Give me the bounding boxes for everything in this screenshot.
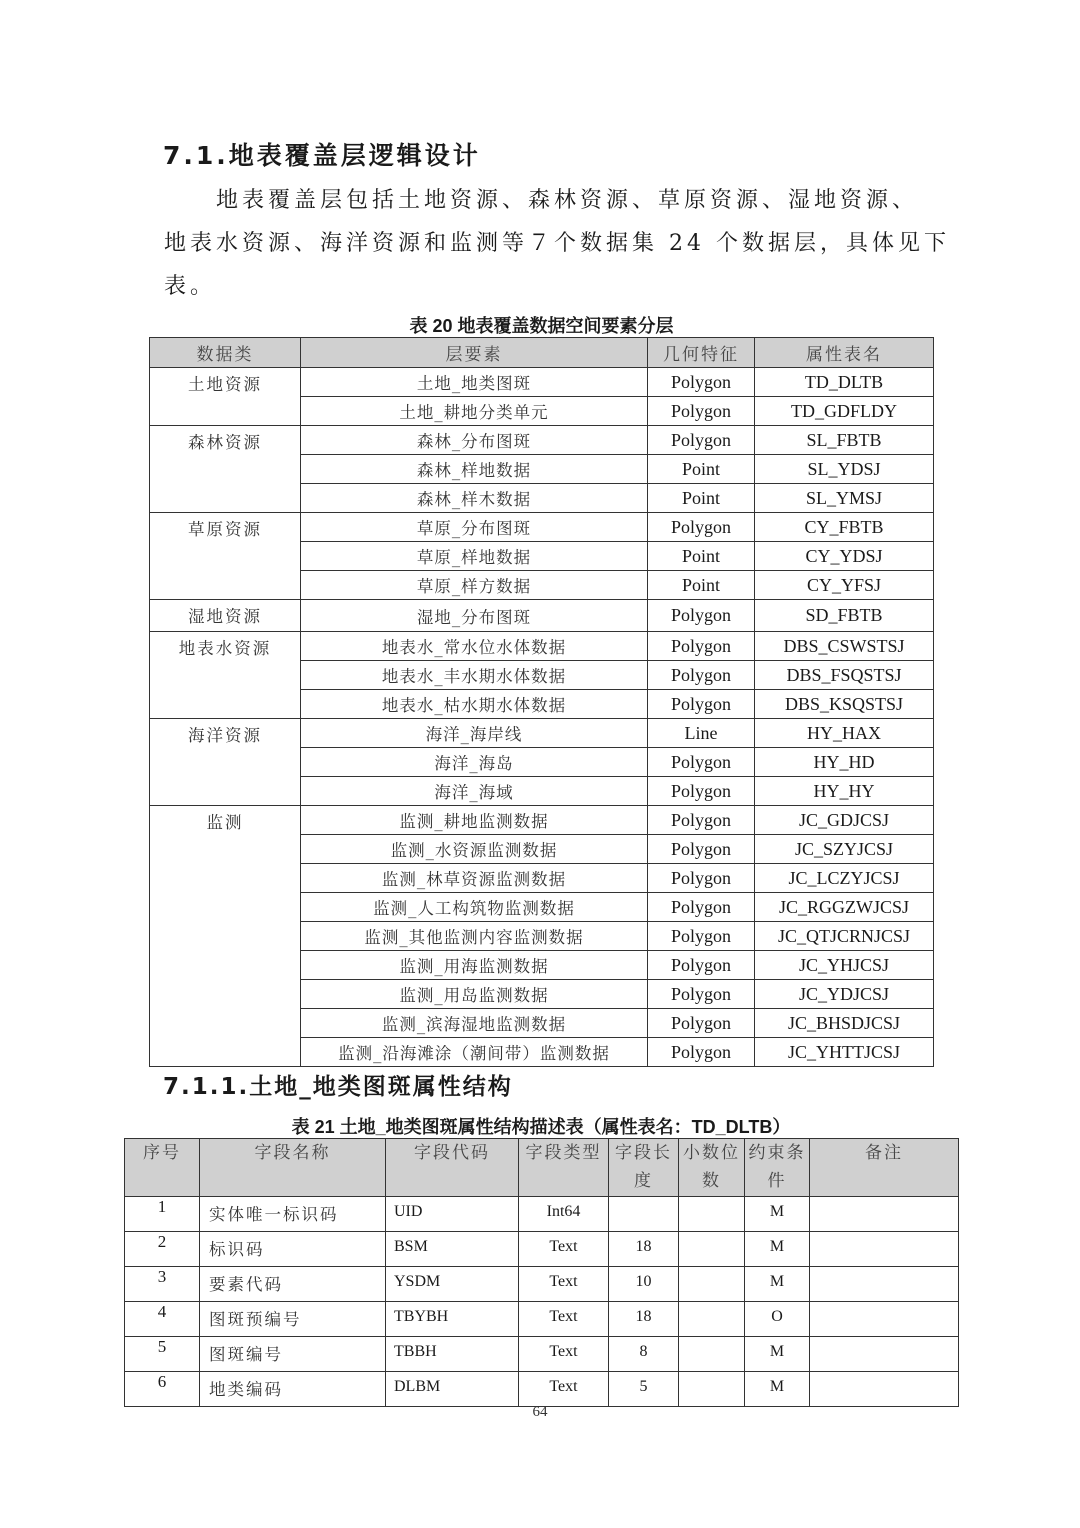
attribute-name-cell: TD_DLTB: [755, 368, 934, 397]
intro-line-3: 表。: [164, 274, 217, 299]
category-cell: 监测: [150, 806, 301, 1067]
attribute-name-cell: JC_RGGZWJCSJ: [755, 893, 934, 922]
geometry-cell: Polygon: [648, 632, 755, 661]
table-row: [125, 1197, 959, 1232]
geometry-cell: Polygon: [648, 397, 755, 426]
table-row: [150, 632, 934, 661]
table-row: [125, 1232, 959, 1267]
layer-cell: 地表水_常水位水体数据: [301, 632, 648, 661]
geometry-cell: Point: [648, 542, 755, 571]
header-note: 备注: [810, 1139, 959, 1197]
geometry-cell: Polygon: [648, 426, 755, 455]
table-row: [150, 368, 934, 397]
geometry-cell: Polygon: [648, 922, 755, 951]
layer-cell: 草原_样地数据: [301, 542, 648, 571]
geometry-cell: Polygon: [648, 748, 755, 777]
field-code-cell: UID: [386, 1197, 519, 1232]
geometry-cell: Polygon: [648, 690, 755, 719]
constraint-cell: M: [745, 1337, 810, 1372]
field-name-cell: 图斑编号: [200, 1337, 386, 1372]
note-cell: [810, 1337, 959, 1372]
row-number-cell: 5: [125, 1337, 200, 1372]
attribute-name-cell: JC_YHJCSJ: [755, 951, 934, 980]
header-layer: 层要素: [301, 338, 648, 368]
decimals-cell: [679, 1232, 745, 1267]
header-field-name: 字段名称: [200, 1139, 386, 1197]
field-type-cell: Text: [519, 1337, 609, 1372]
table20-caption: 表 20 地表覆盖数据空间要素分层: [409, 316, 674, 336]
layer-cell: 监测_用岛监测数据: [301, 980, 648, 1009]
category-cell: 湿地资源: [150, 600, 301, 632]
field-length-cell: 8: [609, 1337, 679, 1372]
field-type-cell: Text: [519, 1232, 609, 1267]
layer-cell: 土地_耕地分类单元: [301, 397, 648, 426]
layer-cell: 监测_水资源监测数据: [301, 835, 648, 864]
geometry-cell: Polygon: [648, 513, 755, 542]
attribute-name-cell: HY_HAX: [755, 719, 934, 748]
layer-cell: 地表水_丰水期水体数据: [301, 661, 648, 690]
field-length-cell: 10: [609, 1267, 679, 1302]
geometry-cell: Line: [648, 719, 755, 748]
table-row: [150, 719, 934, 748]
field-name-cell: 要素代码: [200, 1267, 386, 1302]
header-field-length: 字段长度: [609, 1139, 679, 1197]
table-row: [125, 1267, 959, 1302]
row-number-cell: 2: [125, 1232, 200, 1267]
geometry-cell: Polygon: [648, 661, 755, 690]
decimals-cell: [679, 1302, 745, 1337]
table-header-row: [150, 338, 934, 368]
category-cell: 海洋资源: [150, 719, 301, 806]
attribute-name-cell: CY_FBTB: [755, 513, 934, 542]
attribute-name-cell: JC_QTJCRNJCSJ: [755, 922, 934, 951]
table-row: [125, 1372, 959, 1407]
header-no: 序号: [125, 1139, 200, 1197]
geometry-cell: Polygon: [648, 951, 755, 980]
attribute-name-cell: SL_YMSJ: [755, 484, 934, 513]
note-cell: [810, 1232, 959, 1267]
attribute-name-cell: JC_SZYJCSJ: [755, 835, 934, 864]
category-cell: 草原资源: [150, 513, 301, 600]
layer-cell: 草原_分布图斑: [301, 513, 648, 542]
layer-cell: 地表水_枯水期水体数据: [301, 690, 648, 719]
field-code-cell: DLBM: [386, 1372, 519, 1407]
layer-cell: 森林_分布图斑: [301, 426, 648, 455]
attribute-table-body: [125, 1197, 959, 1407]
attribute-name-cell: JC_YHTTJCSJ: [755, 1038, 934, 1067]
attribute-name-cell: SD_FBTB: [755, 600, 934, 632]
field-name-cell: 标识码: [200, 1232, 386, 1267]
page-number: 64: [532, 1404, 548, 1420]
layer-cell: 监测_沿海滩涂（潮间带）监测数据: [301, 1038, 648, 1067]
attribute-name-cell: HY_HY: [755, 777, 934, 806]
field-name-cell: 地类编码: [200, 1372, 386, 1407]
field-length-cell: 18: [609, 1302, 679, 1337]
header-decimals: 小数位数: [679, 1139, 745, 1197]
attribute-structure-table: [124, 1138, 959, 1407]
attribute-name-cell: JC_BHSDJCSJ: [755, 1009, 934, 1038]
attribute-name-cell: DBS_KSQSTSJ: [755, 690, 934, 719]
layer-cell: 监测_耕地监测数据: [301, 806, 648, 835]
field-type-cell: Text: [519, 1267, 609, 1302]
section-heading: 7.1.地表覆盖层逻辑设计: [163, 141, 481, 170]
field-type-cell: Text: [519, 1302, 609, 1337]
intro-line-1: 地表覆盖层包括土地资源、森林资源、草原资源、湿地资源、: [216, 188, 919, 213]
subsection-heading: 7.1.1.土地_地类图斑属性结构: [163, 1074, 513, 1100]
layer-cell: 海洋_海域: [301, 777, 648, 806]
constraint-cell: M: [745, 1232, 810, 1267]
note-cell: [810, 1197, 959, 1232]
attribute-name-cell: DBS_CSWSTSJ: [755, 632, 934, 661]
header-field-code: 字段代码: [386, 1139, 519, 1197]
intro-line-2: 地表水资源、海洋资源和监测等７个数据集 24 个数据层，具体见下: [164, 231, 950, 256]
layer-cell: 监测_滨海湿地监测数据: [301, 1009, 648, 1038]
table-row: [150, 806, 934, 835]
layer-cell: 湿地_分布图斑: [301, 600, 648, 632]
geometry-cell: Polygon: [648, 1009, 755, 1038]
attribute-name-cell: JC_GDJCSJ: [755, 806, 934, 835]
geometry-cell: Polygon: [648, 600, 755, 632]
field-length-cell: 5: [609, 1372, 679, 1407]
header-attribute-table: 属性表名: [755, 338, 934, 368]
constraint-cell: M: [745, 1197, 810, 1232]
header-geometry: 几何特征: [648, 338, 755, 368]
geometry-cell: Polygon: [648, 864, 755, 893]
layer-cell: 监测_其他监测内容监测数据: [301, 922, 648, 951]
geometry-cell: Polygon: [648, 806, 755, 835]
table-row: [150, 426, 934, 455]
attribute-name-cell: TD_GDFLDY: [755, 397, 934, 426]
layer-cell: 监测_用海监测数据: [301, 951, 648, 980]
field-length-cell: 18: [609, 1232, 679, 1267]
layer-cell: 森林_样地数据: [301, 455, 648, 484]
row-number-cell: 3: [125, 1267, 200, 1302]
field-code-cell: TBBH: [386, 1337, 519, 1372]
attribute-name-cell: CY_YDSJ: [755, 542, 934, 571]
geometry-cell: Polygon: [648, 893, 755, 922]
decimals-cell: [679, 1372, 745, 1407]
note-cell: [810, 1267, 959, 1302]
geometry-cell: Polygon: [648, 980, 755, 1009]
table-row: [125, 1302, 959, 1337]
table-row: [150, 513, 934, 542]
table21-caption: 表 21 土地_地类图斑属性结构描述表（属性表名：TD_DLTB）: [291, 1117, 791, 1137]
table-header-row: [125, 1139, 959, 1197]
geometry-cell: Point: [648, 571, 755, 600]
constraint-cell: M: [745, 1372, 810, 1407]
row-number-cell: 1: [125, 1197, 200, 1232]
attribute-name-cell: SL_YDSJ: [755, 455, 934, 484]
field-length-cell: [609, 1197, 679, 1232]
note-cell: [810, 1372, 959, 1407]
attribute-name-cell: DBS_FSQSTSJ: [755, 661, 934, 690]
layer-cell: 森林_样木数据: [301, 484, 648, 513]
geometry-cell: Polygon: [648, 777, 755, 806]
layer-cell: 监测_林草资源监测数据: [301, 864, 648, 893]
layer-cell: 监测_人工构筑物监测数据: [301, 893, 648, 922]
table-row: [150, 600, 934, 632]
geometry-cell: Point: [648, 484, 755, 513]
header-constraint: 约束条件: [745, 1139, 810, 1197]
layer-cell: 海洋_海岛: [301, 748, 648, 777]
row-number-cell: 4: [125, 1302, 200, 1337]
layer-cell: 海洋_海岸线: [301, 719, 648, 748]
layer-table: [149, 337, 934, 1067]
constraint-cell: M: [745, 1267, 810, 1302]
field-type-cell: Text: [519, 1372, 609, 1407]
field-code-cell: TBYBH: [386, 1302, 519, 1337]
field-code-cell: YSDM: [386, 1267, 519, 1302]
category-cell: 森林资源: [150, 426, 301, 513]
attribute-name-cell: CY_YFSJ: [755, 571, 934, 600]
field-name-cell: 图斑预编号: [200, 1302, 386, 1337]
header-field-type: 字段类型: [519, 1139, 609, 1197]
decimals-cell: [679, 1267, 745, 1302]
table-row: [125, 1337, 959, 1372]
category-cell: 地表水资源: [150, 632, 301, 719]
layer-table-body: [150, 368, 934, 1067]
field-name-cell: 实体唯一标识码: [200, 1197, 386, 1232]
category-cell: 土地资源: [150, 368, 301, 426]
field-code-cell: BSM: [386, 1232, 519, 1267]
geometry-cell: Polygon: [648, 835, 755, 864]
constraint-cell: O: [745, 1302, 810, 1337]
attribute-name-cell: SL_FBTB: [755, 426, 934, 455]
geometry-cell: Polygon: [648, 368, 755, 397]
layer-cell: 草原_样方数据: [301, 571, 648, 600]
field-type-cell: Int64: [519, 1197, 609, 1232]
attribute-name-cell: JC_LCZYJCSJ: [755, 864, 934, 893]
attribute-name-cell: JC_YDJCSJ: [755, 980, 934, 1009]
row-number-cell: 6: [125, 1372, 200, 1407]
geometry-cell: Polygon: [648, 1038, 755, 1067]
header-category: 数据类: [150, 338, 301, 368]
note-cell: [810, 1302, 959, 1337]
attribute-name-cell: HY_HD: [755, 748, 934, 777]
decimals-cell: [679, 1197, 745, 1232]
decimals-cell: [679, 1337, 745, 1372]
layer-cell: 土地_地类图斑: [301, 368, 648, 397]
geometry-cell: Point: [648, 455, 755, 484]
